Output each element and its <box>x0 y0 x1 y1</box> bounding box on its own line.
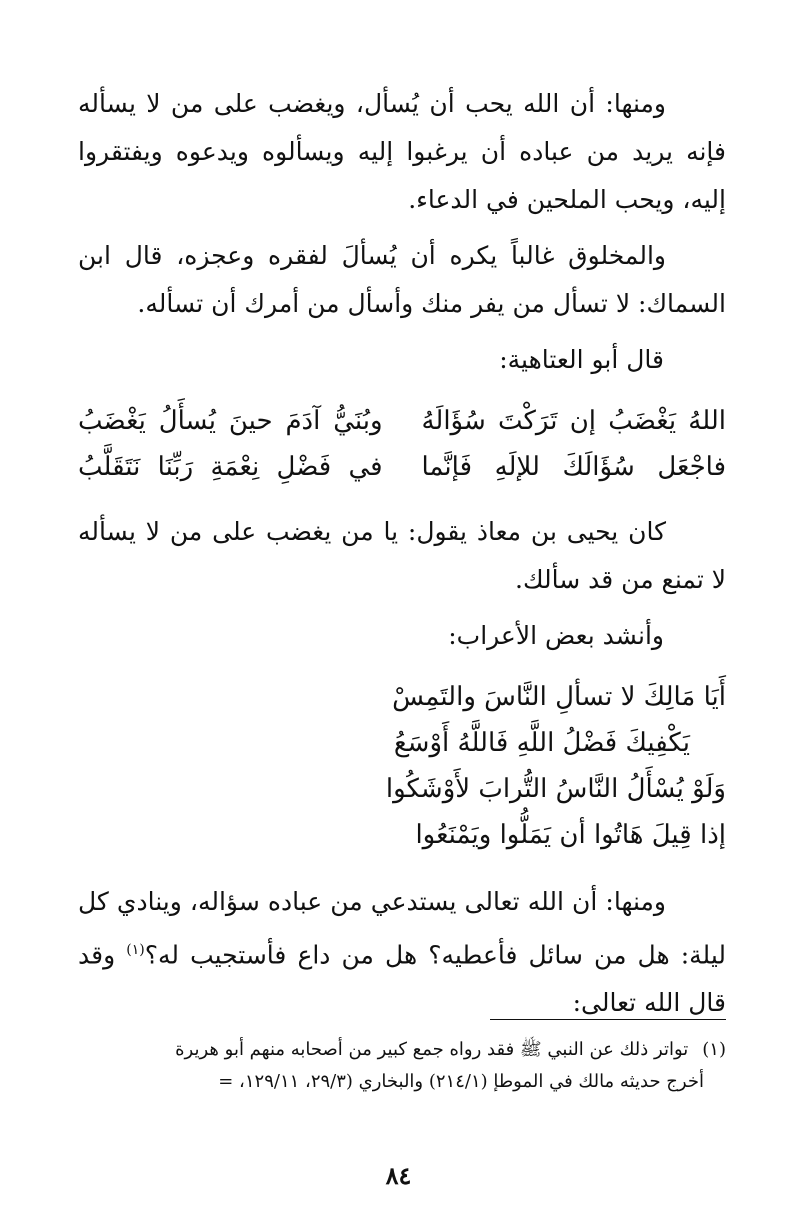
poem-line: يَكْفِيكَ فَضْلُ اللَّهِ فَاللَّهُ أَوْسَعُ <box>393 728 690 758</box>
verse-hemistich: في فَضْلِ نِعْمَةِ رَبِّنَا نَتَقَلَّبُ <box>78 452 383 482</box>
footnote-reference[interactable]: (١) <box>126 942 145 958</box>
verse-hemistich: اللهُ يَغْضَبُ إن تَرَكْتَ سُؤَالَهُ <box>421 406 726 436</box>
paragraph-4-start: ومنها: أن الله تعالى يستدعي من عباده سؤاله، وينادي كل ليلة: هل من سائل فأعطيه؟ هل من داع فأستجيب له؟ <box>78 887 726 970</box>
paragraph-2: والمخلوق غالباً يكره أن يُسألَ لفقره وعجزه، قال ابن السماك: لا تسأل من يفر منك وأسأل من أمرك أن تسأله. <box>78 241 726 318</box>
poet-heading-abu-al-atahiya: قال أبو العتاهية: <box>499 345 664 374</box>
verse-row-2 <box>78 444 726 490</box>
footnotes <box>74 1034 726 1098</box>
verse-hemistich: فاجْعَل سُؤَالَكَ للإلَهِ فَإنَّما <box>421 452 726 482</box>
poem-line: إذا قِيلَ هَاتُوا أن يَمَلُّوا ويَمْنَعُوا <box>415 820 726 850</box>
footnote-text-1: تواتر ذلك عن النبي ﷺ فقد رواه جمع كبير من أصحابه منهم أبو هريرة <box>175 1039 689 1060</box>
page-body <box>78 80 726 1035</box>
poem-line: وَلَوْ يُسْأَلُ النَّاسُ التُّرابَ لأَوْشَكُوا <box>385 774 726 804</box>
paragraph-4 <box>78 878 726 1027</box>
footnote-divider <box>490 1019 726 1020</box>
footnote-line-2: أخرج حديثه مالك في الموطإ (٢١٤/١) والبخاري (٢٩/٣، ١٢٩/١١، = <box>218 1071 704 1092</box>
paragraph-1: ومنها: أن الله يحب أن يُسأل، ويغضب على من لا يسأله فإنه يريد من عباده أن يرغبوا إليه ويسألوه ويدعوه ويفتقروا إليه، ويحب الملحين في الدعاء. <box>78 89 726 214</box>
poem-line: أَيَا مَالِكَ لا تسألِ النَّاسَ والتَمِسْ <box>392 682 726 712</box>
poet-heading-arab: وأنشد بعض الأعراب: <box>448 621 664 650</box>
paragraph-4-end: وقد قال الله تعالى: <box>78 940 726 1018</box>
page-number: ٨٤ <box>385 1161 412 1190</box>
verse-row-1 <box>78 398 726 444</box>
paragraph-3: كان يحيى بن معاذ يقول: يا من يغضب على من لا يسأله لا تمنع من قد سألك. <box>78 517 726 594</box>
footnote-line-1 <box>74 1034 726 1066</box>
verse-hemistich: وبُنَيُّ آدَمَ حينَ يُسأَلُ يَغْضَبُ <box>78 406 383 436</box>
footnote-number: (١) <box>702 1039 726 1060</box>
poem-arab <box>78 674 726 858</box>
verse-abu-al-atahiya <box>78 398 726 490</box>
